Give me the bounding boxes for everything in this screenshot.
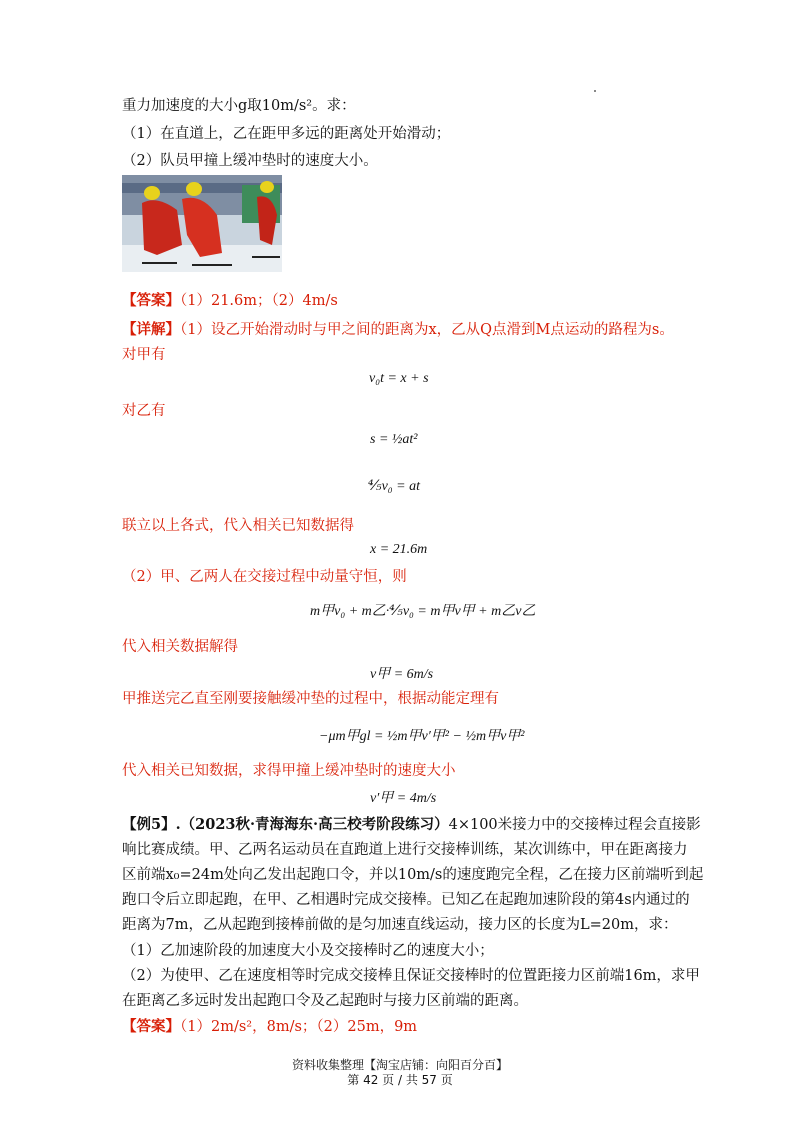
speed-skaters-illustration <box>122 175 282 272</box>
example-5-line-5: 距离为7m，乙从起跑到接棒前做的是匀加速直线运动，接力区的长度为L=20m，求： <box>122 917 678 933</box>
detail-line <box>122 320 674 340</box>
final-text: 代入相关已知数据，求得甲撞上缓冲垫时的速度大小 <box>122 763 456 779</box>
equation-1: v₀t = x + s <box>369 371 429 386</box>
question-2: （2）队员甲撞上缓冲垫时的速度大小。 <box>122 153 378 169</box>
example-5-answer-text: （1）2m/s²，8m/s；（2）25m，9m <box>180 1019 418 1035</box>
example-5-line-2: 响比赛成绩。甲、乙两名运动员在直跑道上进行交接棒训练，某次训练中，甲在距离接力 <box>122 842 688 858</box>
example-5-line-4: 跑口令后立即起跑，在甲、乙相遇时完成交接棒。已知乙在起跑加速阶段的第4s内通过的 <box>122 892 690 908</box>
footer-page-number: 第 42 页 / 共 57 页 <box>347 1073 453 1087</box>
answer-label: 【答案】 <box>122 292 180 309</box>
equation-4: x = 21.6m <box>370 542 428 557</box>
combine-text: 联立以上各式，代入相关已知数据得 <box>122 518 354 534</box>
example-5-line-1 <box>122 815 701 835</box>
equation-3: ⅘v₀ = at <box>368 479 420 494</box>
question-1: （1）在直道上，乙在距甲多远的距离处开始滑动； <box>122 126 451 142</box>
answer-1 <box>122 291 338 311</box>
problem-text-line-1: 重力加速度的大小g取10m/s²。求： <box>122 98 356 114</box>
equation-5: m甲v₀ + m乙·⅘v₀ = m甲v甲 + m乙v乙 <box>310 604 536 619</box>
detail-label: 【详解】 <box>122 321 180 338</box>
footer-source: 资料收集整理【淘宝店铺：向阳百分百】 <box>291 1058 508 1072</box>
example-5-line-3: 区前端x₀=24m处向乙发出起跑口令，并以10m/s的速度跑完全程，乙在接力区前端听到起 <box>122 867 704 883</box>
example-5-label: 【例5】. <box>122 816 181 833</box>
example-5-question-2a: （2）为使甲、乙在速度相等时完成交接棒且保证交接棒时的位置距接力区前端16m，求甲 <box>122 968 700 984</box>
energy-text: 甲推送完乙直至刚要接触缓冲垫的过程中，根据动能定理有 <box>122 691 499 707</box>
answer-text: （1）21.6m；（2）4m/s <box>180 293 338 309</box>
example-5-source: （2023秋·青海海东·高三校考阶段练习） <box>180 816 449 833</box>
example-5-question-1: （1）乙加速阶段的加速度大小及交接棒时乙的速度大小； <box>122 943 494 959</box>
example-5-answer <box>122 1017 417 1037</box>
for-yi-text: 对乙有 <box>122 403 166 419</box>
equation-6: v甲 = 6m/s <box>370 667 434 682</box>
for-jia-text: 对甲有 <box>122 347 166 363</box>
detail-text: （1）设乙开始滑动时与甲之间的距离为x，乙从Q点滑到M点运动的路程为s。 <box>180 322 674 338</box>
equation-8: v′甲 = 4m/s <box>370 791 437 806</box>
example-5-intro: 4×100米接力中的交接棒过程会直接影 <box>448 817 701 833</box>
stray-dot <box>594 90 596 92</box>
substitute-text: 代入相关数据解得 <box>122 639 238 655</box>
skating-photo <box>122 175 282 272</box>
example-5-question-2b: 在距离乙多远时发出起跑口令及乙起跑时与接力区前端的距离。 <box>122 993 528 1009</box>
part-2-text: （2）甲、乙两人在交接过程中动量守恒，则 <box>122 569 407 585</box>
equation-7: −μm甲gl = ½m甲v′甲² − ½m甲v甲² <box>319 729 525 744</box>
example-5-answer-label: 【答案】 <box>122 1018 180 1035</box>
equation-2: s = ½at² <box>370 432 418 447</box>
